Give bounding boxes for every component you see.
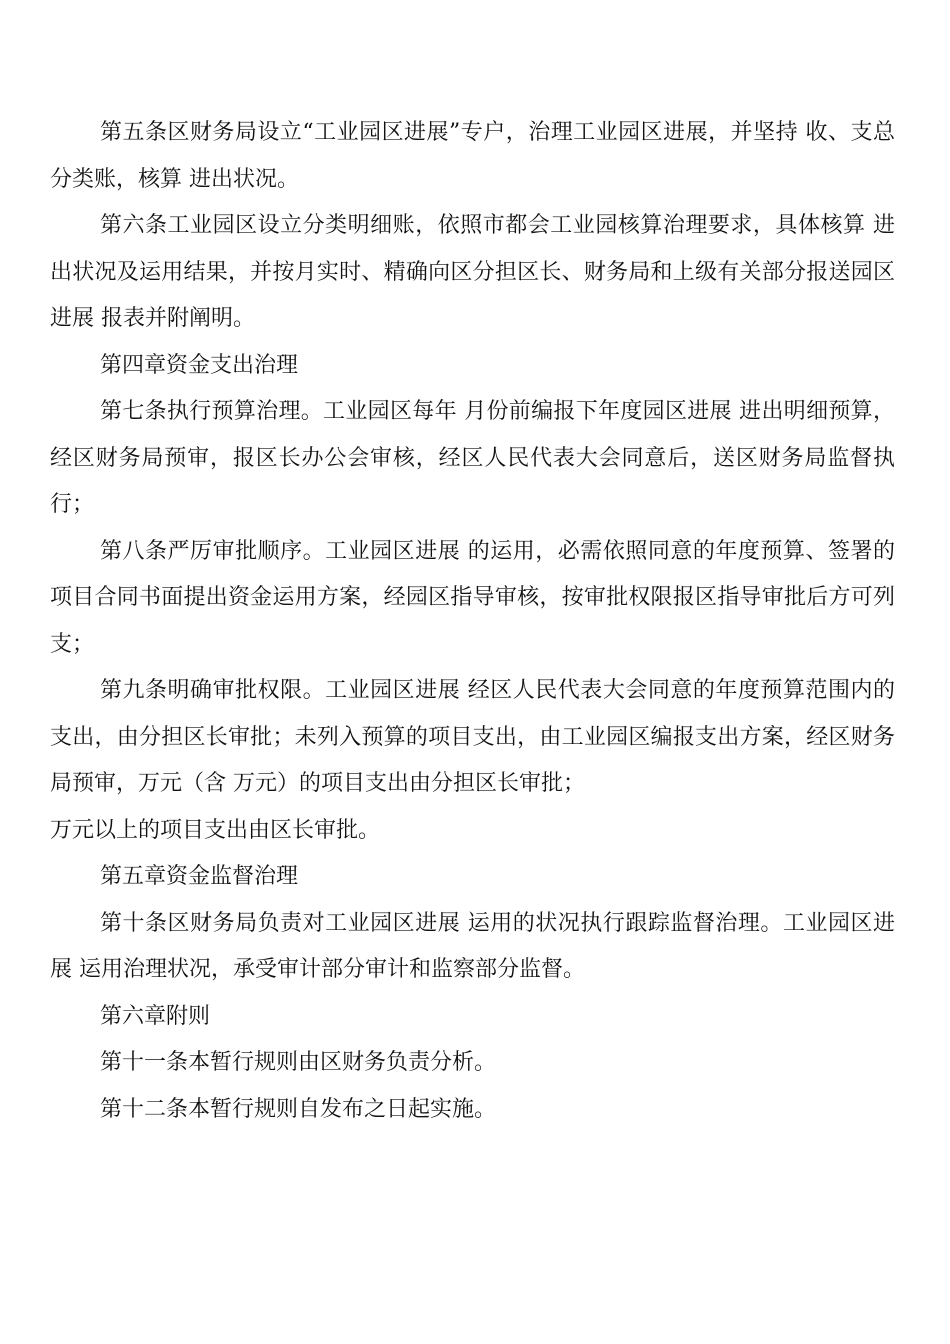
article-9-paragraph: 第九条明确审批权限。工业园区进展 经区人民代表大会同意的年度预算范围内的支出，由分担区长审批；未列入预算的项目支出，由工业园区编报支出方案，经区财务局预审，万元（含 万元）的项目支出由分担区长审批； [50, 678, 895, 796]
chapter-5-heading: 第五章资金监督治理 [100, 864, 299, 889]
chapter-4-heading: 第四章资金支出治理 [100, 352, 299, 378]
article-8-paragraph: 第八条严厉审批顺序。工业园区进展 的运用，必需依照同意的年度预算、签署的项目合同书面提出资金运用方案，经园区指导审核，按审批权限报区指导审批后方可列支； [50, 538, 895, 657]
article-7-paragraph: 第七条执行预算治理。工业园区每年 月份前编报下年度园区进展 进出明细预算，经区财务局预审，报区长办公会审核，经区人民代表大会同意后，送区财务局监督执行； [50, 399, 895, 517]
article-11-paragraph: 第十一条本暂行规则由区财务负责分析。 [100, 1050, 497, 1075]
document-body [50, 110, 895, 1133]
article-6-paragraph: 第六条工业园区设立分类明细账，依照市都会工业园核算治理要求，具体核算 进出状况及运用结果，并按月实时、精确向区分担区长、财务局和上级有关部分报送园区进展 报表并附阐明。 [50, 213, 895, 331]
article-10-paragraph: 第十条区财务局负责对工业园区进展 运用的状况执行跟踪监督治理。工业园区进展 运用治理状况，承受审计部分审计和监察部分监督。 [50, 910, 895, 982]
article-12-paragraph: 第十二条本暂行规则自发布之日起实施。 [100, 1096, 497, 1122]
article-9-continuation: 万元以上的项目支出由区长审批。 [50, 817, 381, 843]
article-5-paragraph: 第五条区财务局设立“工业园区进展”专户，治理工业园区进展，并坚持 收、支总分类账，核算 进出状况。 [50, 120, 895, 192]
chapter-6-heading: 第六章附则 [100, 1003, 211, 1029]
